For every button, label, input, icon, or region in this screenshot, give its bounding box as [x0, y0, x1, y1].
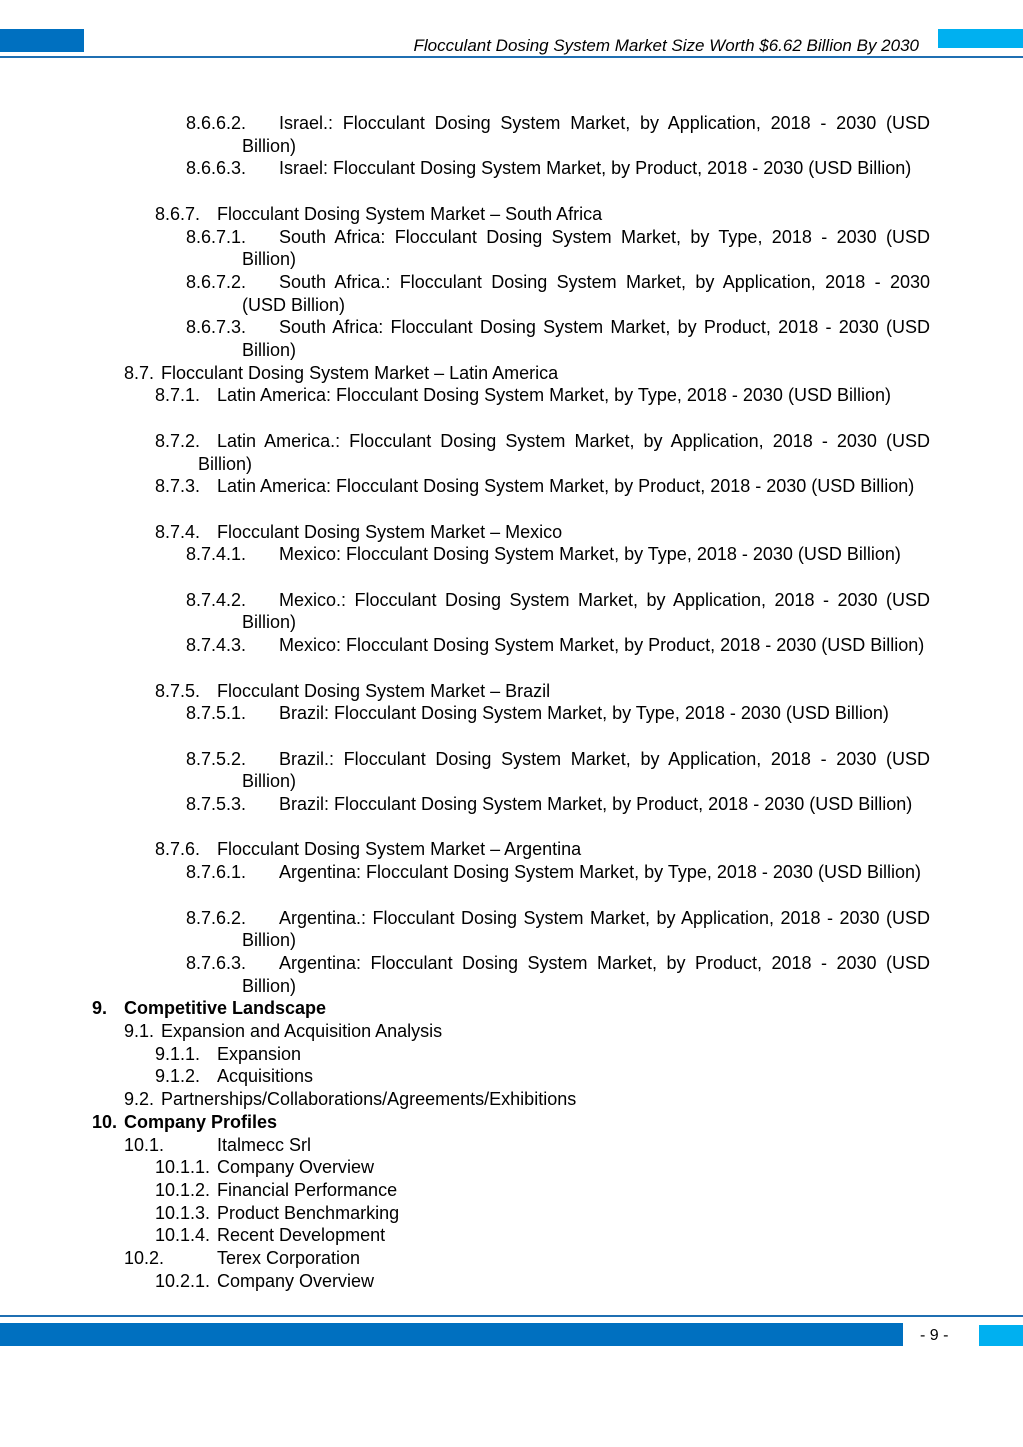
toc-entry-title: Flocculant Dosing System Market – Latin America	[161, 362, 559, 383]
toc-entry	[0, 475, 1023, 520]
toc-entry-title: Partnerships/Collaborations/Agreements/Exhibitions	[161, 1089, 577, 1110]
toc-entry-title: Flocculant Dosing System Market – Argentina	[217, 839, 582, 860]
toc-entry-number: 8.7.4.	[155, 521, 201, 542]
toc-entry-title: Argentina: Flocculant Dosing System Market, by Product, 2018 - 2030 (USD Billion)	[242, 952, 930, 996]
toc-entry-number: 10.1.2.	[155, 1179, 211, 1200]
toc-entry-title: Latin America.: Flocculant Dosing System Market, by Application, 2018 - 2030 (USD Billion)	[198, 430, 930, 474]
toc-entry	[0, 1065, 1023, 1088]
toc-entry-number: 10.2.	[124, 1248, 165, 1268]
toc-entry	[0, 1224, 1023, 1247]
toc-entry	[0, 1202, 1023, 1225]
toc-entry	[0, 430, 1023, 475]
toc-entry-number: 8.7.5.3.	[186, 794, 247, 814]
toc-entry-number: 8.7.3.	[155, 476, 201, 497]
toc-entry-number: 8.7.5.1.	[186, 703, 247, 724]
toc-entry-title: Mexico: Flocculant Dosing System Market, by Product, 2018 - 2030 (USD Billion)	[279, 635, 925, 656]
toc-entry	[0, 634, 1023, 679]
toc-entry-number: 10.1.3.	[155, 1202, 211, 1223]
toc-entry-number: 9.1.1.	[155, 1043, 201, 1064]
toc-entry	[0, 1247, 1023, 1270]
toc-entry	[0, 157, 1023, 202]
toc-entry-number: 8.7.6.1.	[186, 862, 247, 883]
toc-entry-number: 8.7.4.1.	[186, 544, 247, 565]
toc-entry	[0, 384, 1023, 429]
toc-entry	[0, 907, 1023, 952]
toc-entry-number: 10.1.1.	[155, 1157, 211, 1178]
toc-entry-number: 10.2.1.	[155, 1270, 211, 1291]
header-title: Flocculant Dosing System Market Size Worth $6.62 Billion By 2030	[413, 36, 919, 55]
toc-entry-number: 8.7.4.2.	[186, 589, 247, 610]
toc-entry-number: 8.7.6.2.	[186, 907, 247, 928]
toc-entry-title: Latin America: Flocculant Dosing System Market, by Product, 2018 - 2030 (USD Billion)	[217, 476, 915, 497]
toc-entry-number: 10.1.	[124, 1134, 165, 1155]
header-rule	[0, 56, 1023, 58]
toc-entry-number: 8.6.7.1.	[186, 226, 247, 247]
toc-entry	[0, 203, 1023, 226]
toc-entry-title: Flocculant Dosing System Market – South Africa	[217, 203, 603, 224]
toc-entry-number: 8.7.5.	[155, 680, 201, 701]
toc-entry	[0, 112, 1023, 157]
toc-entry-title: Financial Performance	[217, 1179, 398, 1200]
toc-entry-title: Brazil: Flocculant Dosing System Market, by Product, 2018 - 2030 (USD Billion)	[279, 794, 913, 814]
toc-entry-number: 8.6.7.	[155, 203, 201, 224]
toc-entry-number: 9.1.	[124, 1021, 155, 1041]
toc-entry-title: South Africa.: Flocculant Dosing System Market, by Application, 2018 - 2030 (USD Billion)	[242, 271, 930, 315]
toc-entry	[0, 838, 1023, 861]
toc-entry	[0, 861, 1023, 906]
toc-entry-title: South Africa: Flocculant Dosing System Market, by Product, 2018 - 2030 (USD Billion)	[242, 317, 930, 360]
toc-entry	[0, 952, 1023, 997]
toc-entry-title: Flocculant Dosing System Market – Mexico	[217, 521, 563, 542]
toc-entry	[0, 1270, 1023, 1293]
toc-entry-title: Argentina: Flocculant Dosing System Market, by Type, 2018 - 2030 (USD Billion)	[279, 862, 921, 883]
header-accent-right	[938, 29, 1023, 48]
toc-entry	[0, 748, 1023, 793]
toc-entry-title: Flocculant Dosing System Market – Brazil	[217, 680, 551, 701]
toc-entry-title: Expansion and Acquisition Analysis	[161, 1021, 443, 1041]
toc-entry-number: 8.6.6.3.	[186, 158, 247, 179]
toc-entry-number: 8.7.4.3.	[186, 635, 247, 656]
toc-entry-title: Mexico: Flocculant Dosing System Market, by Type, 2018 - 2030 (USD Billion)	[279, 544, 901, 565]
toc-entry	[0, 589, 1023, 634]
toc-entry-number: 8.6.6.2.	[186, 113, 247, 133]
toc-entry	[0, 1043, 1023, 1066]
toc-entry	[0, 521, 1023, 544]
toc-entry-number: 9.1.2.	[155, 1066, 201, 1087]
toc-entry-title: Brazil: Flocculant Dosing System Market, by Type, 2018 - 2030 (USD Billion)	[279, 703, 889, 724]
toc-entry-title: Latin America: Flocculant Dosing System Market, by Type, 2018 - 2030 (USD Billion)	[217, 385, 891, 406]
toc-entry	[0, 1111, 1023, 1134]
toc-entry-number: 10.1.4.	[155, 1225, 211, 1246]
toc-entry-number: 8.7.1.	[155, 385, 201, 406]
toc-entry-number: 9.2.	[124, 1089, 155, 1110]
toc-entry-title: Product Benchmarking	[217, 1202, 400, 1223]
toc-entry-number: 8.6.7.2.	[186, 271, 247, 292]
toc-entry-number: 8.7.	[124, 362, 155, 383]
toc-entry	[0, 1134, 1023, 1157]
toc-entry	[0, 1020, 1023, 1043]
toc-entry	[0, 680, 1023, 703]
toc-entry	[0, 1088, 1023, 1111]
toc-entry	[0, 1156, 1023, 1179]
toc-entry-title: Terex Corporation	[217, 1248, 361, 1268]
toc-entry-title: Italmecc Srl	[217, 1134, 312, 1155]
toc-entry-title: Company Overview	[217, 1270, 375, 1291]
toc-entry-title: Company Overview	[217, 1157, 375, 1178]
toc-entry-title: Argentina.: Flocculant Dosing System Market, by Application, 2018 - 2030 (USD Billion)	[242, 907, 930, 951]
toc-entry-title: Expansion	[217, 1043, 302, 1064]
toc-entry	[0, 362, 1023, 385]
toc-entry-title: Competitive Landscape	[124, 998, 327, 1019]
toc-entry-number: 8.7.6.3.	[186, 952, 247, 973]
toc-entry	[0, 226, 1023, 271]
toc-entry	[0, 997, 1023, 1020]
toc-entry-number: 8.7.6.	[155, 839, 201, 860]
toc-entry-number: 9.	[92, 998, 108, 1019]
toc-entry-number: 10.	[92, 1111, 118, 1132]
toc-entry-title: Recent Development	[217, 1225, 386, 1246]
toc-entry-number: 8.7.5.2.	[186, 748, 247, 769]
footer-rule	[0, 1315, 1023, 1317]
toc-entry-title: Israel.: Flocculant Dosing System Market, by Application, 2018 - 2030 (USD Billion)	[242, 113, 930, 156]
toc-entry-number: 8.6.7.3.	[186, 317, 247, 338]
toc-entry	[0, 1179, 1023, 1202]
toc-entry-number: 8.7.2.	[155, 430, 201, 451]
page-number: - 9 -	[920, 1327, 949, 1344]
toc-entry	[0, 543, 1023, 588]
toc-entry-title: Brazil.: Flocculant Dosing System Market, by Application, 2018 - 2030 (USD Billion)	[242, 748, 930, 792]
toc-entry-title: Israel: Flocculant Dosing System Market, by Product, 2018 - 2030 (USD Billion)	[279, 158, 912, 179]
toc-entry	[0, 316, 1023, 361]
toc-entry	[0, 793, 1023, 838]
footer-bar	[0, 1323, 903, 1346]
toc-entry-title: South Africa: Flocculant Dosing System Market, by Type, 2018 - 2030 (USD Billion)	[242, 226, 930, 270]
toc-entry-title: Company Profiles	[124, 1111, 278, 1132]
toc-entry	[0, 271, 1023, 316]
footer-accent-right	[979, 1325, 1023, 1346]
toc-entry-title: Acquisitions	[217, 1066, 314, 1087]
toc-entry-title: Mexico.: Flocculant Dosing System Market, by Application, 2018 - 2030 (USD Billion)	[242, 589, 930, 633]
toc-entry	[0, 702, 1023, 747]
header-accent-left	[0, 29, 84, 52]
